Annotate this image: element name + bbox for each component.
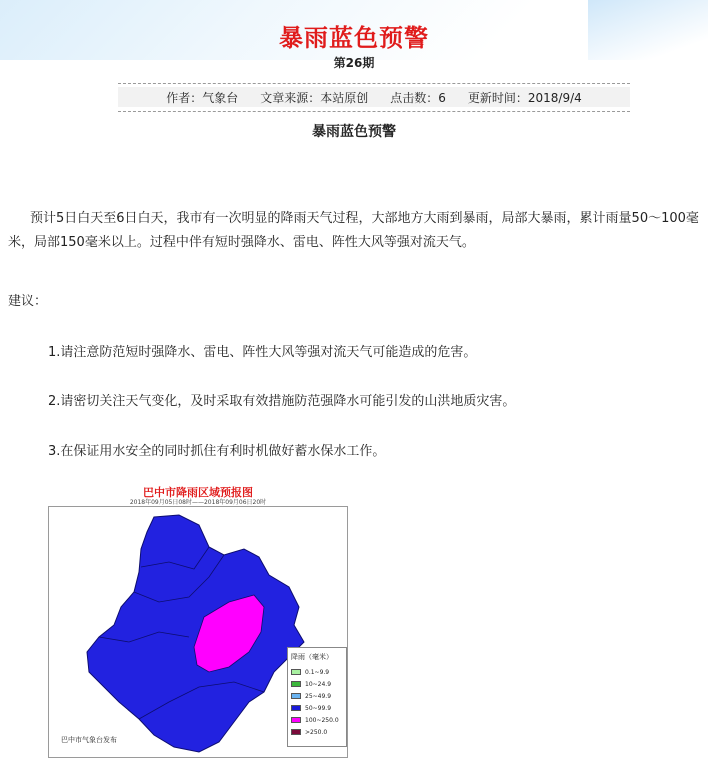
advice-item: 3.在保证用水安全的同时抓住有利时机做好蓄水保水工作。: [48, 444, 386, 459]
map-subtitle: 2018年09月05日08时——2018年09月06日20时: [129, 499, 267, 506]
legend-item: [291, 666, 343, 678]
legend-swatch: [291, 729, 301, 735]
map-title: 巴中市降雨区域预报图: [143, 486, 253, 499]
divider: [118, 111, 630, 112]
meta-source: 文章来源：本站原创: [260, 90, 369, 105]
legend-label: 0.1~9.9: [305, 668, 330, 676]
advice-item: 1.请注意防范短时强降水、雷电、阵性大风等强对流天气可能造成的危害。: [48, 345, 477, 360]
map-region-base: [87, 515, 304, 752]
legend-title: 降雨（毫米）: [291, 653, 333, 661]
legend-swatch: [291, 669, 301, 675]
legend-item: [291, 690, 343, 702]
legend-label: 10~24.9: [305, 680, 332, 688]
rainfall-forecast-map: [48, 506, 348, 758]
meta-clicks: 点击数：6: [390, 90, 446, 105]
article-meta: [118, 87, 630, 107]
legend-label: 100~250.0: [305, 716, 339, 724]
page-title: 暴雨蓝色预警: [279, 24, 429, 52]
body-paragraph: 预计5日白天至6日白天，我市有一次明显的降雨天气过程，大部地方大雨到暴雨，局部大暴雨，累计雨量50～100毫米，局部150毫米以上。过程中伴有短时强降水、雷电、阵性大风等强对流天气。: [8, 211, 699, 250]
meta-author: 作者：气象台: [166, 90, 239, 105]
advice-heading: 建议：: [8, 294, 48, 309]
divider: [118, 83, 630, 84]
legend-item: [291, 714, 343, 726]
legend-swatch: [291, 705, 301, 711]
legend-swatch: [291, 681, 301, 687]
legend-label: 50~99.9: [305, 704, 332, 712]
legend-label: >250.0: [305, 728, 328, 736]
map-publisher: 巴中市气象台发布: [61, 736, 117, 744]
legend-swatch: [291, 717, 301, 723]
legend-item: [291, 726, 343, 738]
advice-item: 2.请密切关注天气变化，及时采取有效措施防范强降水可能引发的山洪地质灾害。: [48, 394, 516, 409]
article-subtitle: 暴雨蓝色预警: [312, 124, 396, 140]
meta-updated: 更新时间：2018/9/4: [467, 90, 582, 105]
legend-item: [291, 678, 343, 690]
legend-item: [291, 702, 343, 714]
legend-swatch: [291, 693, 301, 699]
issue-number: 第26期: [333, 56, 375, 70]
map-legend: [287, 647, 347, 747]
legend-label: 25~49.9: [305, 692, 332, 700]
